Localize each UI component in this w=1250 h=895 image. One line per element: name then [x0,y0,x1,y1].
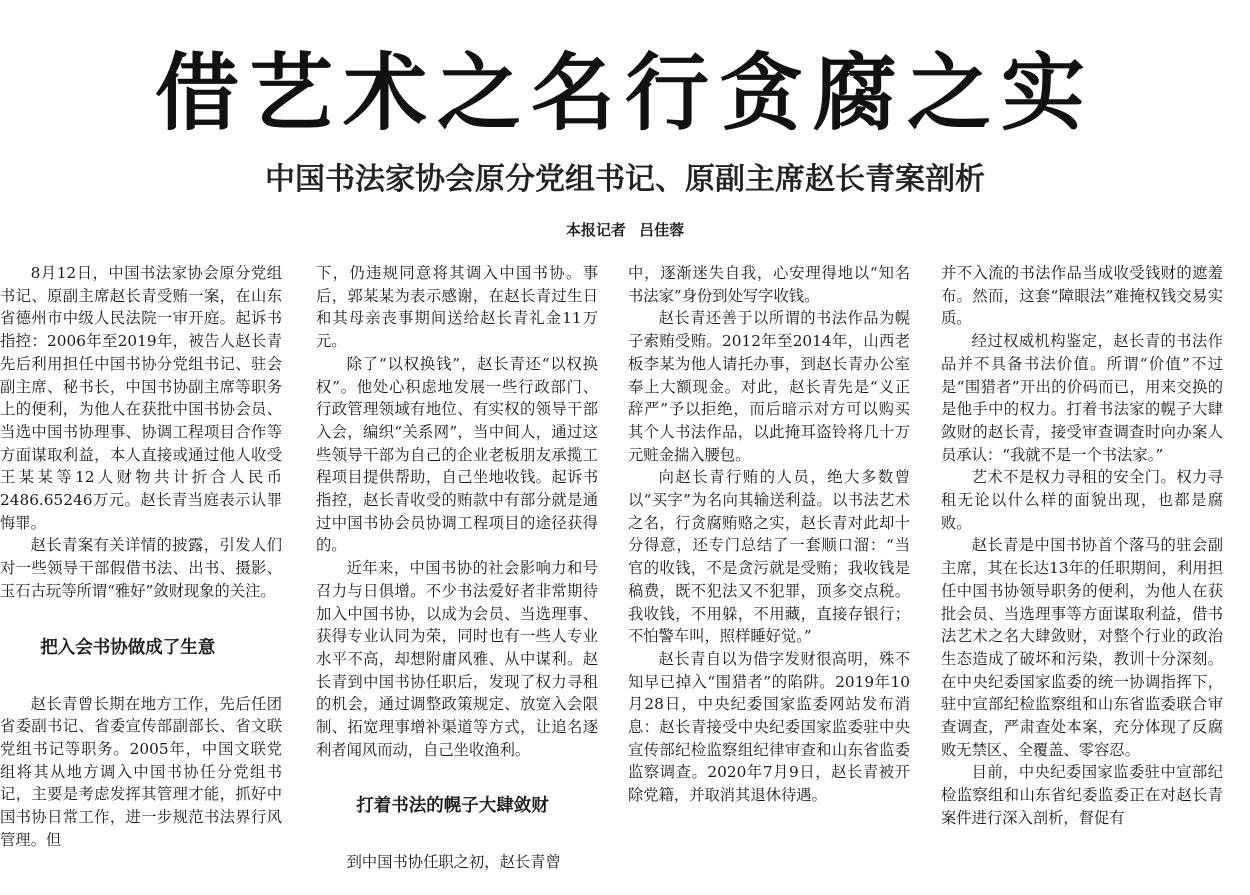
byline-role: 本报记者 [565,221,626,239]
column-4 [941,262,1223,895]
subheadline: 中国书法家协会原分党组书记、原副主席赵长青案剖析 [265,162,985,197]
paragraph: 赵长青还善于以所谓的书法作品为幌子索贿受贿。2012年至2014年，山西老板李某为他人请托办事，到赵长青办公室奉上大额现金。对此，赵长青先是“义正辞严”予以拒绝，而后暗示对方可以购买其个人书法作品，以此掩耳盗铃将几十万元赃金揣入腰包。 [628,309,910,464]
paragraph: 下，仍违规同意将其调入中国书协。事后，郭某某为表示感谢，在赵长青过生日和其母亲丧事期间送给赵长青礼金11万元。 [316,264,598,351]
headline: 借艺术之名行贪腐之实 [154,43,1095,142]
paragraph: 赵长青曾长期在地方工作，先后任团省委副书记、省委宣传部副部长、省文联党组书记等职务。2005年，中国文联党组将其从地方调入中国书协任分党组书记，主要是考虑发挥其管理才能，抓好中国书协日常工作，进一步规范书法界行风管理。但 [0,694,282,849]
section-heading: 把入会书协做成了生意 [40,637,216,658]
byline-name: 吕佳蓉 [639,221,685,239]
paragraph: 赵长青自以为借字发财很高明，殊不知早已掉入“围猎者”的陷阱。2019年10月28日，中央纪委国家监委网站发布消息：赵长青接受中央纪委国家监委驻中央宣传部纪检监察组纪律审查和山东省监委监察调查。2020年7月9日，赵长青被开除党籍，并取消其退休待遇。 [628,649,910,805]
paragraph: 并不入流的书法作品当成收受钱财的遮羞布。然而，这套“障眼法”难掩权钱交易实质。 [941,264,1223,328]
section-heading: 打着书法的幌子大肆敛财 [356,796,549,817]
paragraph: 赵长青是中国书协首个落马的驻会副主席，其在长达13年的任职期间，利用担任中国书协领导职务的便利，为他人在获批会员、当选理事等方面谋取利益，借书法艺术之名大肆敛财，对整个行业的政治生态造成了破坏和污染，教训十分深刻。在中央纪委国家监委的统一协调指挥下，驻中宣部纪检监察组和山东省监委联合审查调查，严肃查处本案，充分体现了反腐败无禁区、全覆盖、零容忍。 [941,536,1223,759]
paragraph: 向赵长青行贿的人员，绝大多数曾以“买字”为名向其输送利益。以书法艺术之名，行贪腐贿赂之实，赵长青对此却十分得意，还专门总结了一套顺口溜：“当官的收钱，不是贪污就是受贿；我收钱是稿费，既不犯法又不犯罪，顶多交点税。我收钱，不用躲，不用藏，直接存银行；不怕警车叫，照样睡好觉。” [628,468,910,646]
column-3 [628,262,910,895]
paragraph: 近年来，中国书协的社会影响力和号召力与日俱增。不少书法爱好者非常期待加入中国书协，以成为会员、当选理事、获得专业认同为荣，同时也有一些人专业水平不高，却想附庸风雅、从中谋利。赵长青到中国书协任职后，发现了权力寻租的机会，通过调整政策规定、放宽入会限制、拓宽理事增补渠道等方式，让追名逐利者闻风而动，自己坐收渔利。 [316,559,598,759]
paragraph: 目前，中央纪委国家监委驻中宣部纪检监察组和山东省纪委监委正在对赵长青案件进行深入剖析，督促有 [941,763,1223,827]
paragraph: 经过权威机构鉴定，赵长青的书法作品并不具备书法价值。所谓“价值”不过是“围猎者”开出的价码而已，用来交换的是他手中的权力。打着书法家的幌子大肆敛财的赵长青，接受审查调查时向办案人员承认：“我就不是一个书法家。” [941,332,1223,464]
paragraph: 到中国书协任职之初，赵长青曾 [346,853,561,872]
paragraph: 赵长青案有关详情的披露，引发人们对一些领导干部假借书法、出书、摄影、玉石古玩等所谓“雅好”敛财现象的关注。 [0,536,282,600]
column-2 [316,262,598,895]
column-1 [0,262,282,895]
paragraph: 除了“以权换钱”，赵长青还“以权换权”。他处心积虑地发展一些行政部门、行政管理领域有地位、有实权的领导干部入会，编织“关系网”，当中间人，通过这些领导干部为自己的企业老板朋友承揽工程项目提供帮助，自己坐地收钱。起诉书指控，赵长青收受的贿款中有部分就是通过中国书协会员协调工程项目的途径获得的。 [316,354,598,555]
paragraph: 8月12日，中国书法家协会原分党组书记、原副主席赵长青受贿一案，在山东省德州市中级人民法院一审开庭。起诉书指控：2006年至2019年，被告人赵长青先后利用担任中国书协分党组书记、驻会副主席、秘书长，中国书协副主席等职务上的便利，为他人在获批中国书协会员、当选中国书协理事、协调工程项目合作等方面谋取利益，本人直接或通过他人收受王某某等12人财物共计折合人民币2486.65246万元。赵长青当庭表示认罪悔罪。 [0,264,282,532]
paragraph: 中，逐渐迷失自我，心安理得地以“知名书法家”身份到处写字收钱。 [628,264,910,305]
byline [0,217,1250,243]
paragraph: 艺术不是权力寻租的安全门。权力寻租无论以什么样的面貌出现，也都是腐败。 [941,468,1223,532]
